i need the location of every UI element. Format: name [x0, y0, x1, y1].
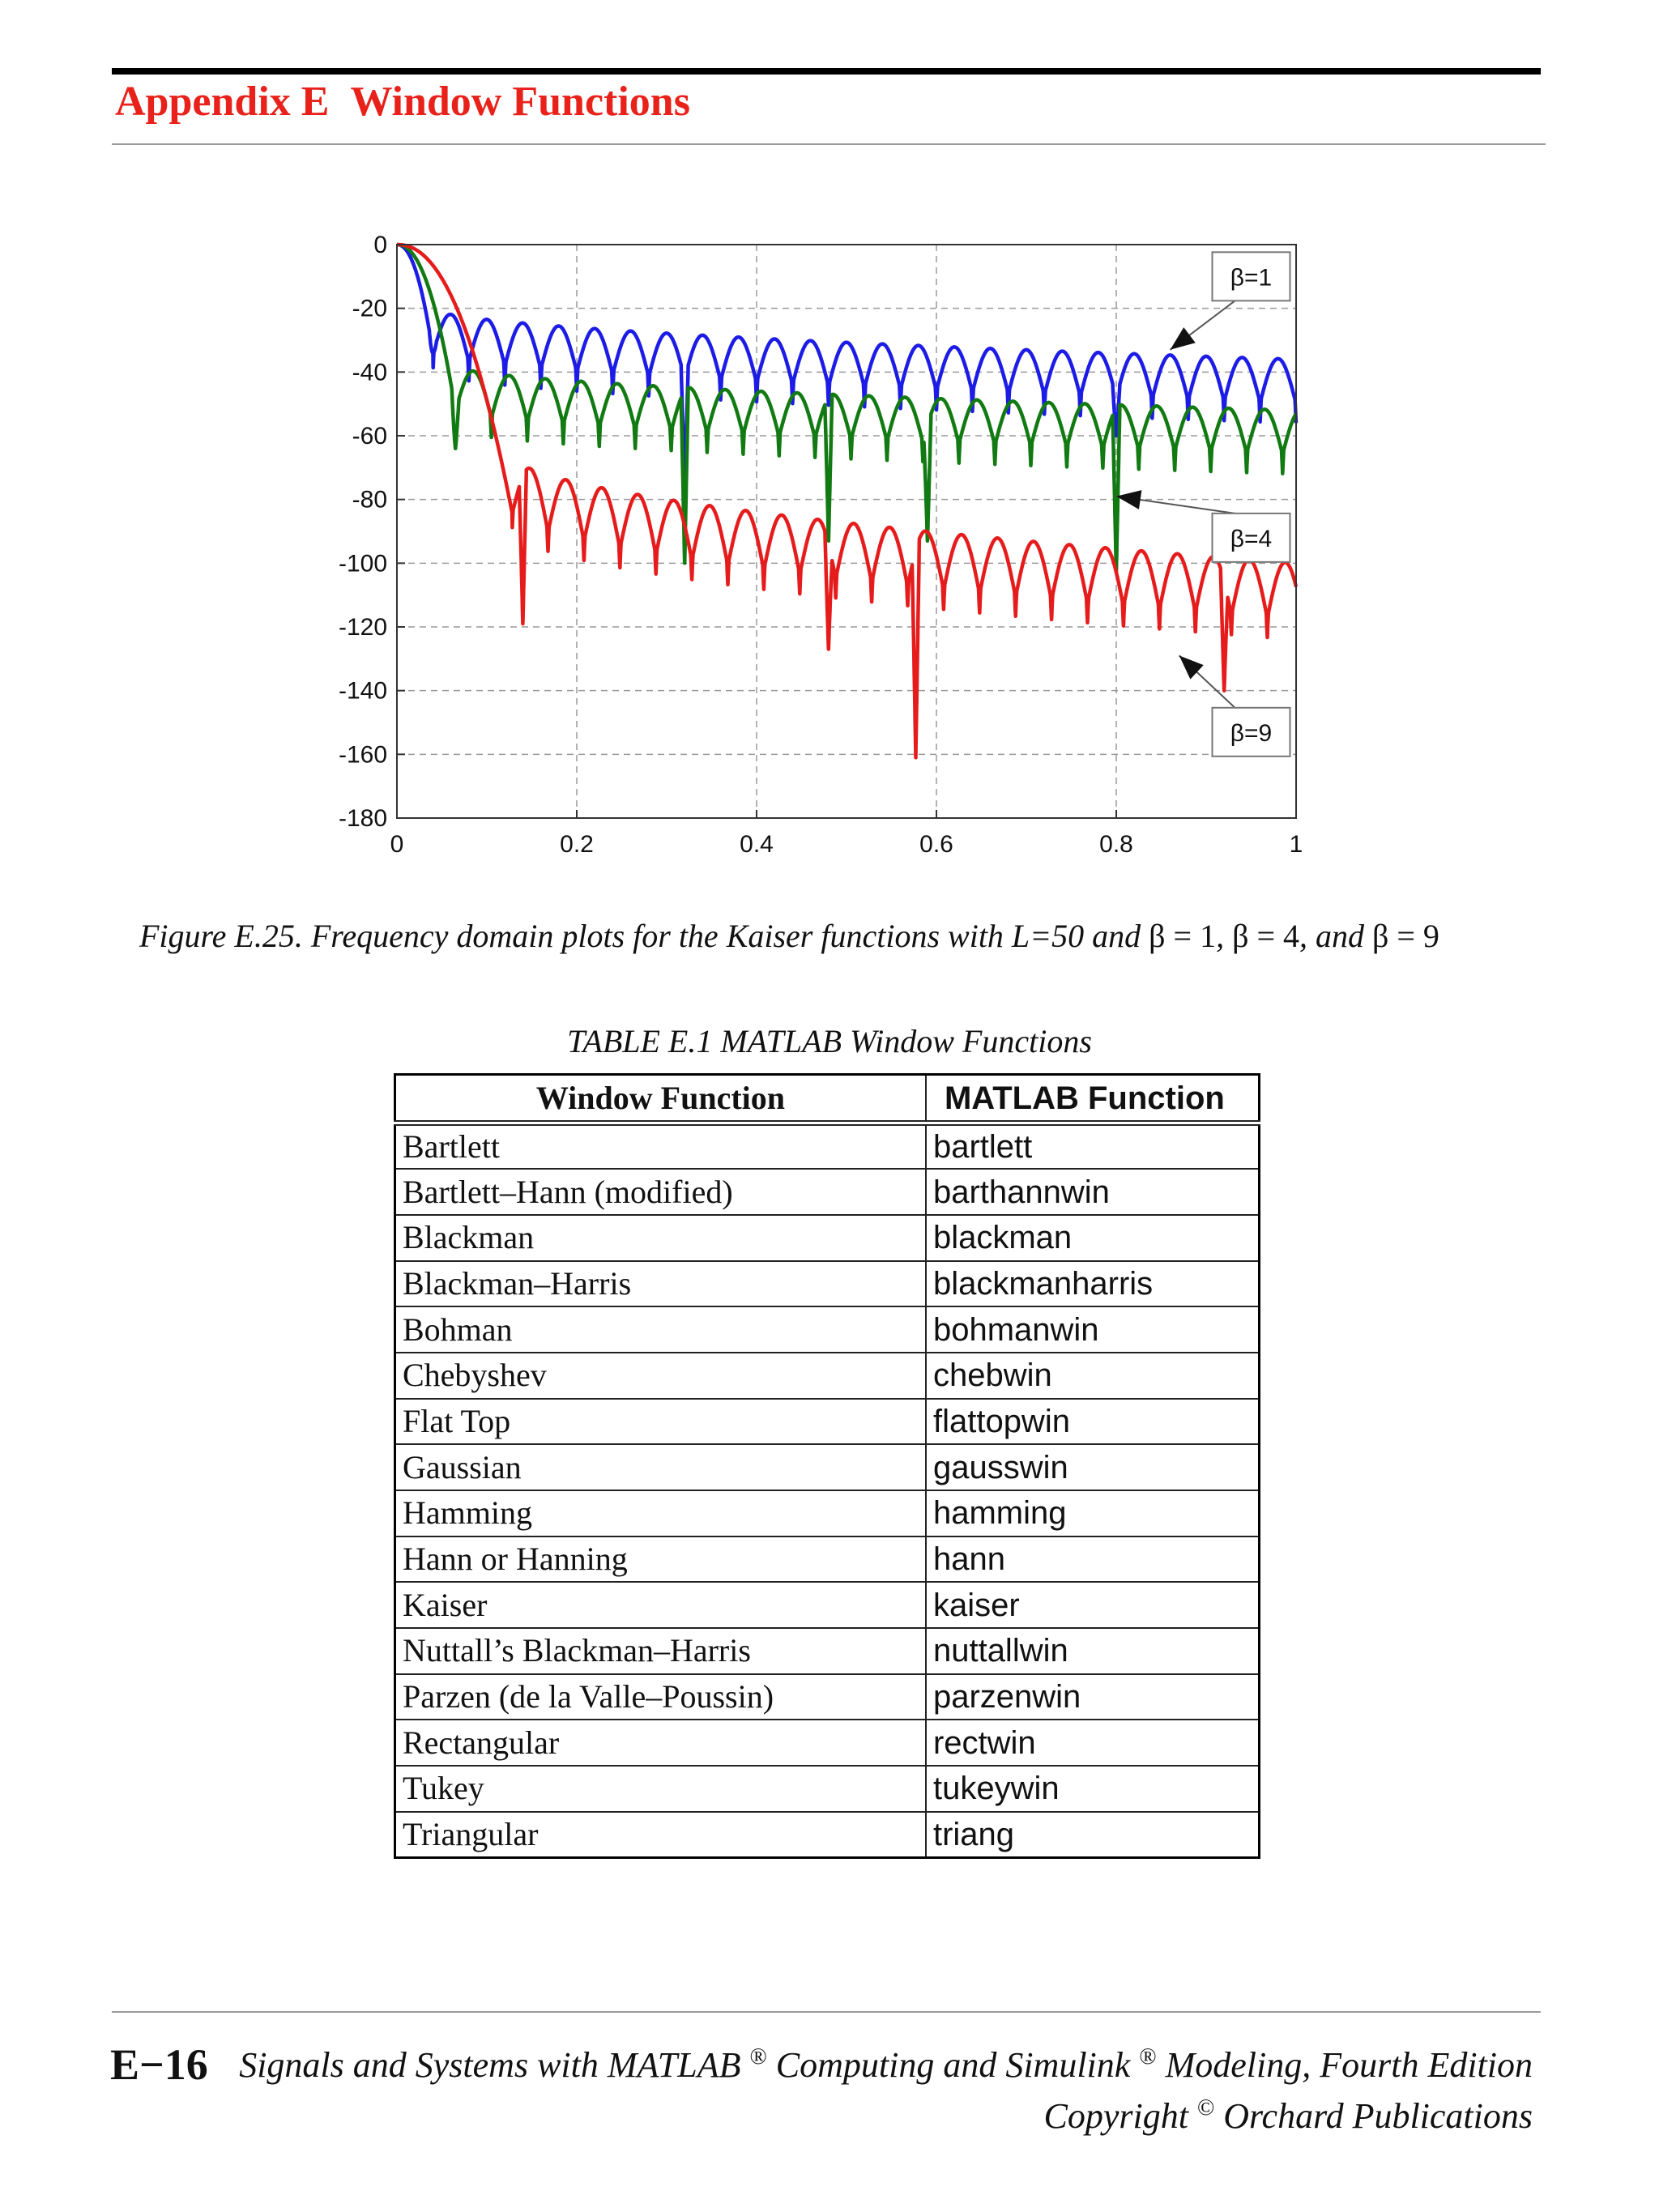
matlab-name: barthannwin — [926, 1169, 1260, 1215]
matlab-name: gausswin — [926, 1444, 1260, 1490]
table-row — [395, 1123, 1260, 1170]
window-name: Bartlett — [395, 1123, 926, 1170]
window-name: Nuttall’s Blackman–Harris — [395, 1628, 926, 1674]
y-tick-label: -80 — [352, 486, 387, 514]
table-row — [395, 1720, 1260, 1766]
matlab-name: chebwin — [926, 1353, 1260, 1399]
table-row — [395, 1399, 1260, 1445]
matlab-name: tukeywin — [926, 1766, 1260, 1812]
copyright-line — [1044, 2095, 1533, 2137]
window-name: Blackman–Harris — [395, 1261, 926, 1307]
header-matlab-function: MATLAB Function — [926, 1075, 1260, 1123]
window-name: Triangular — [395, 1812, 926, 1858]
top-rule — [112, 68, 1541, 75]
book-title — [239, 2044, 1533, 2086]
running-header — [115, 78, 690, 126]
matlab-name: parzenwin — [926, 1674, 1260, 1720]
table-header-row — [395, 1075, 1260, 1123]
appendix-title: Window Functions — [350, 79, 690, 125]
table-row — [395, 1766, 1260, 1812]
table-row — [395, 1490, 1260, 1536]
table-row — [395, 1353, 1260, 1399]
annotation-label: β=1 — [1230, 264, 1273, 292]
annotation-label: β=4 — [1230, 525, 1273, 552]
page-number: E−16 — [110, 2040, 208, 2089]
book-title-part: Signals and Systems with MATLAB — [239, 2045, 741, 2085]
table-row — [395, 1215, 1260, 1261]
y-tick-label: -40 — [352, 359, 387, 386]
y-tick-label: -120 — [338, 614, 387, 641]
copyright-label: Copyright — [1043, 2096, 1188, 2136]
window-name: Gaussian — [395, 1444, 926, 1490]
matlab-name: triang — [926, 1812, 1260, 1858]
window-name: Flat Top — [395, 1399, 926, 1445]
x-tick-label: 1 — [1289, 831, 1303, 858]
table-row — [395, 1674, 1260, 1720]
window-name: Rectangular — [395, 1720, 926, 1766]
x-tick-label: 0 — [390, 831, 404, 858]
table-row — [395, 1261, 1260, 1307]
caption-beta-1: β = 1 — [1149, 918, 1217, 954]
book-title-part: Modeling, Fourth Edition — [1156, 2045, 1533, 2085]
y-tick-label: -20 — [352, 295, 387, 322]
table-row — [395, 1628, 1260, 1674]
matlab-name: bartlett — [926, 1123, 1260, 1170]
matlab-name: hann — [926, 1536, 1260, 1583]
y-tick-label: -160 — [338, 741, 387, 769]
y-tick-label: -60 — [352, 423, 387, 450]
table-caption: TABLE E.1 MATLAB Window Functions — [567, 1023, 1092, 1059]
matlab-name: blackman — [926, 1215, 1260, 1261]
caption-sep-1: , — [1216, 918, 1233, 954]
x-tick-label: 0.2 — [560, 831, 594, 858]
window-name: Chebyshev — [395, 1353, 926, 1399]
annotation-label: β=9 — [1230, 719, 1273, 747]
window-name: Tukey — [395, 1766, 926, 1812]
table-row — [395, 1169, 1260, 1215]
appendix-label: Appendix E — [115, 79, 330, 125]
publisher-name: Orchard Publications — [1214, 2096, 1533, 2136]
matlab-name: bohmanwin — [926, 1306, 1260, 1353]
window-functions-table — [394, 1073, 1260, 1859]
y-tick-label: -140 — [338, 677, 387, 705]
window-name: Bartlett–Hann (modified) — [395, 1169, 926, 1215]
table-row — [395, 1306, 1260, 1353]
window-name: Hann or Hanning — [395, 1536, 926, 1583]
registered-mark: ® — [749, 2044, 767, 2069]
caption-sep-2: , and — [1299, 918, 1373, 954]
table-row — [395, 1812, 1260, 1858]
x-tick-label: 0.6 — [919, 831, 953, 858]
y-tick-label: -180 — [338, 805, 387, 832]
y-tick-label: -100 — [338, 550, 387, 578]
x-tick-label: 0.8 — [1099, 831, 1133, 858]
figure-caption — [139, 917, 1549, 955]
caption-beta-9: β = 9 — [1372, 918, 1439, 954]
registered-mark: ® — [1139, 2044, 1157, 2069]
table-row — [395, 1582, 1260, 1628]
window-name: Parzen (de la Valle–Poussin) — [395, 1674, 926, 1720]
kaiser-frequency-chart — [308, 219, 1312, 867]
matlab-name: hamming — [926, 1490, 1260, 1536]
caption-text: Figure E.25. Frequency domain plots for the Kaiser functions with L=50 and — [139, 918, 1149, 954]
window-name: Kaiser — [395, 1582, 926, 1628]
matlab-name: kaiser — [926, 1582, 1260, 1628]
y-tick-label: 0 — [373, 232, 387, 258]
matlab-name: nuttallwin — [926, 1628, 1260, 1674]
header-window-function: Window Function — [395, 1075, 926, 1123]
matlab-name: rectwin — [926, 1720, 1260, 1766]
copyright-symbol: © — [1197, 2095, 1215, 2120]
x-tick-label: 0.4 — [740, 831, 774, 858]
footer-rule — [112, 2011, 1541, 2013]
window-name: Hamming — [395, 1490, 926, 1536]
caption-beta-4: β = 4 — [1232, 918, 1300, 954]
book-title-part: Computing and Simulink — [766, 2045, 1131, 2085]
table-row — [395, 1444, 1260, 1490]
window-name: Blackman — [395, 1215, 926, 1261]
matlab-name: flattopwin — [926, 1399, 1260, 1445]
table-row — [395, 1536, 1260, 1583]
window-name: Bohman — [395, 1306, 926, 1353]
matlab-name: blackmanharris — [926, 1261, 1260, 1307]
header-rule — [112, 143, 1546, 145]
